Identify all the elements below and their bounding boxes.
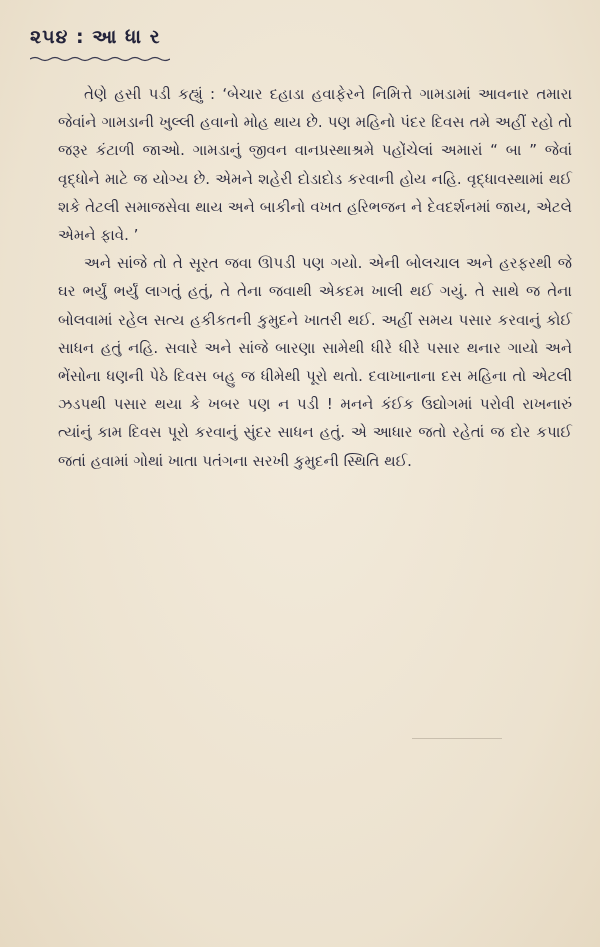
paragraph-2: અને સાંજે તો તે સૂરત જવા ઊપડી પણ ગયો. એની બોલચાલ અને હરફરથી જે ઘર ભર્યું ભર્યું લાગતું હતું, તે તેના જવાથી એકદમ ખાલી થઈ ગયું. તે સાથે જ તેના બોલવામાં રહેલ સત્ય હકીકતની કુમુદને ખાતરી થઈ. અહીં સમય પસાર કરવાનું કોઈ સાધન હતું નહિ. સવારે અને સાંજે બારણા સામેથી ધીરે ધીરે પસાર થનાર ગાયો અને ભેંસોના ધણની પેઠે દિવસ બહુ જ ધીમેથી પૂરો થતો. દવાખાનાના દસ મહિના તો એટલી ઝડપથી પસાર થયા કે ખબર પણ ન પડી ! મનને કંઈક ઉદ્યોગમાં પરોવી રાખનારું ત્યાંનું કામ દિવસ પૂરો કરવાનું સુંદર સાધન હતું. એ આધાર જતો રહેતાં જ દોર કપાઈ જતાં હવામાં ગોથાં ખાતા પતંગના સરખી કુમુદની સ્થિતિ થઈ. <box>58 254 572 470</box>
page-header: ૨૫૪ : આ ધા ર <box>30 26 161 48</box>
faint-rule <box>412 738 502 739</box>
paragraph-1: તેણે હસી પડી કહ્યું : ‘બેચાર દહાડા હવાફેરને નિમિત્તે ગામડામાં આવનાર તમારા જેવાંને ગામડાની ખુલ્લી હવાનો મોહ થાય છે. પણ મહિનો પંદર દિવસ તમે અહીં રહો તો જરૂર કંટાળી જાઓ. ગામડાનું જીવન વાનપ્રસ્થાશ્રમે પહોંચેલાં અમારાં “ બા ” જેવાં વૃદ્ધોને માટે જ યોગ્ય છે. એમને શહેરી દોડાદોડ કરવાની હોય નહિ. વૃદ્ધાવસ્થામાં થઈ શકે તેટલી સમાજસેવા થાય અને બાકીનો વખત હરિભજન ને દેવદર્શનમાં જાય, એટલે એમને ફાવે. ’ <box>58 85 572 245</box>
header-underline <box>30 56 170 62</box>
body-text <box>58 80 572 475</box>
